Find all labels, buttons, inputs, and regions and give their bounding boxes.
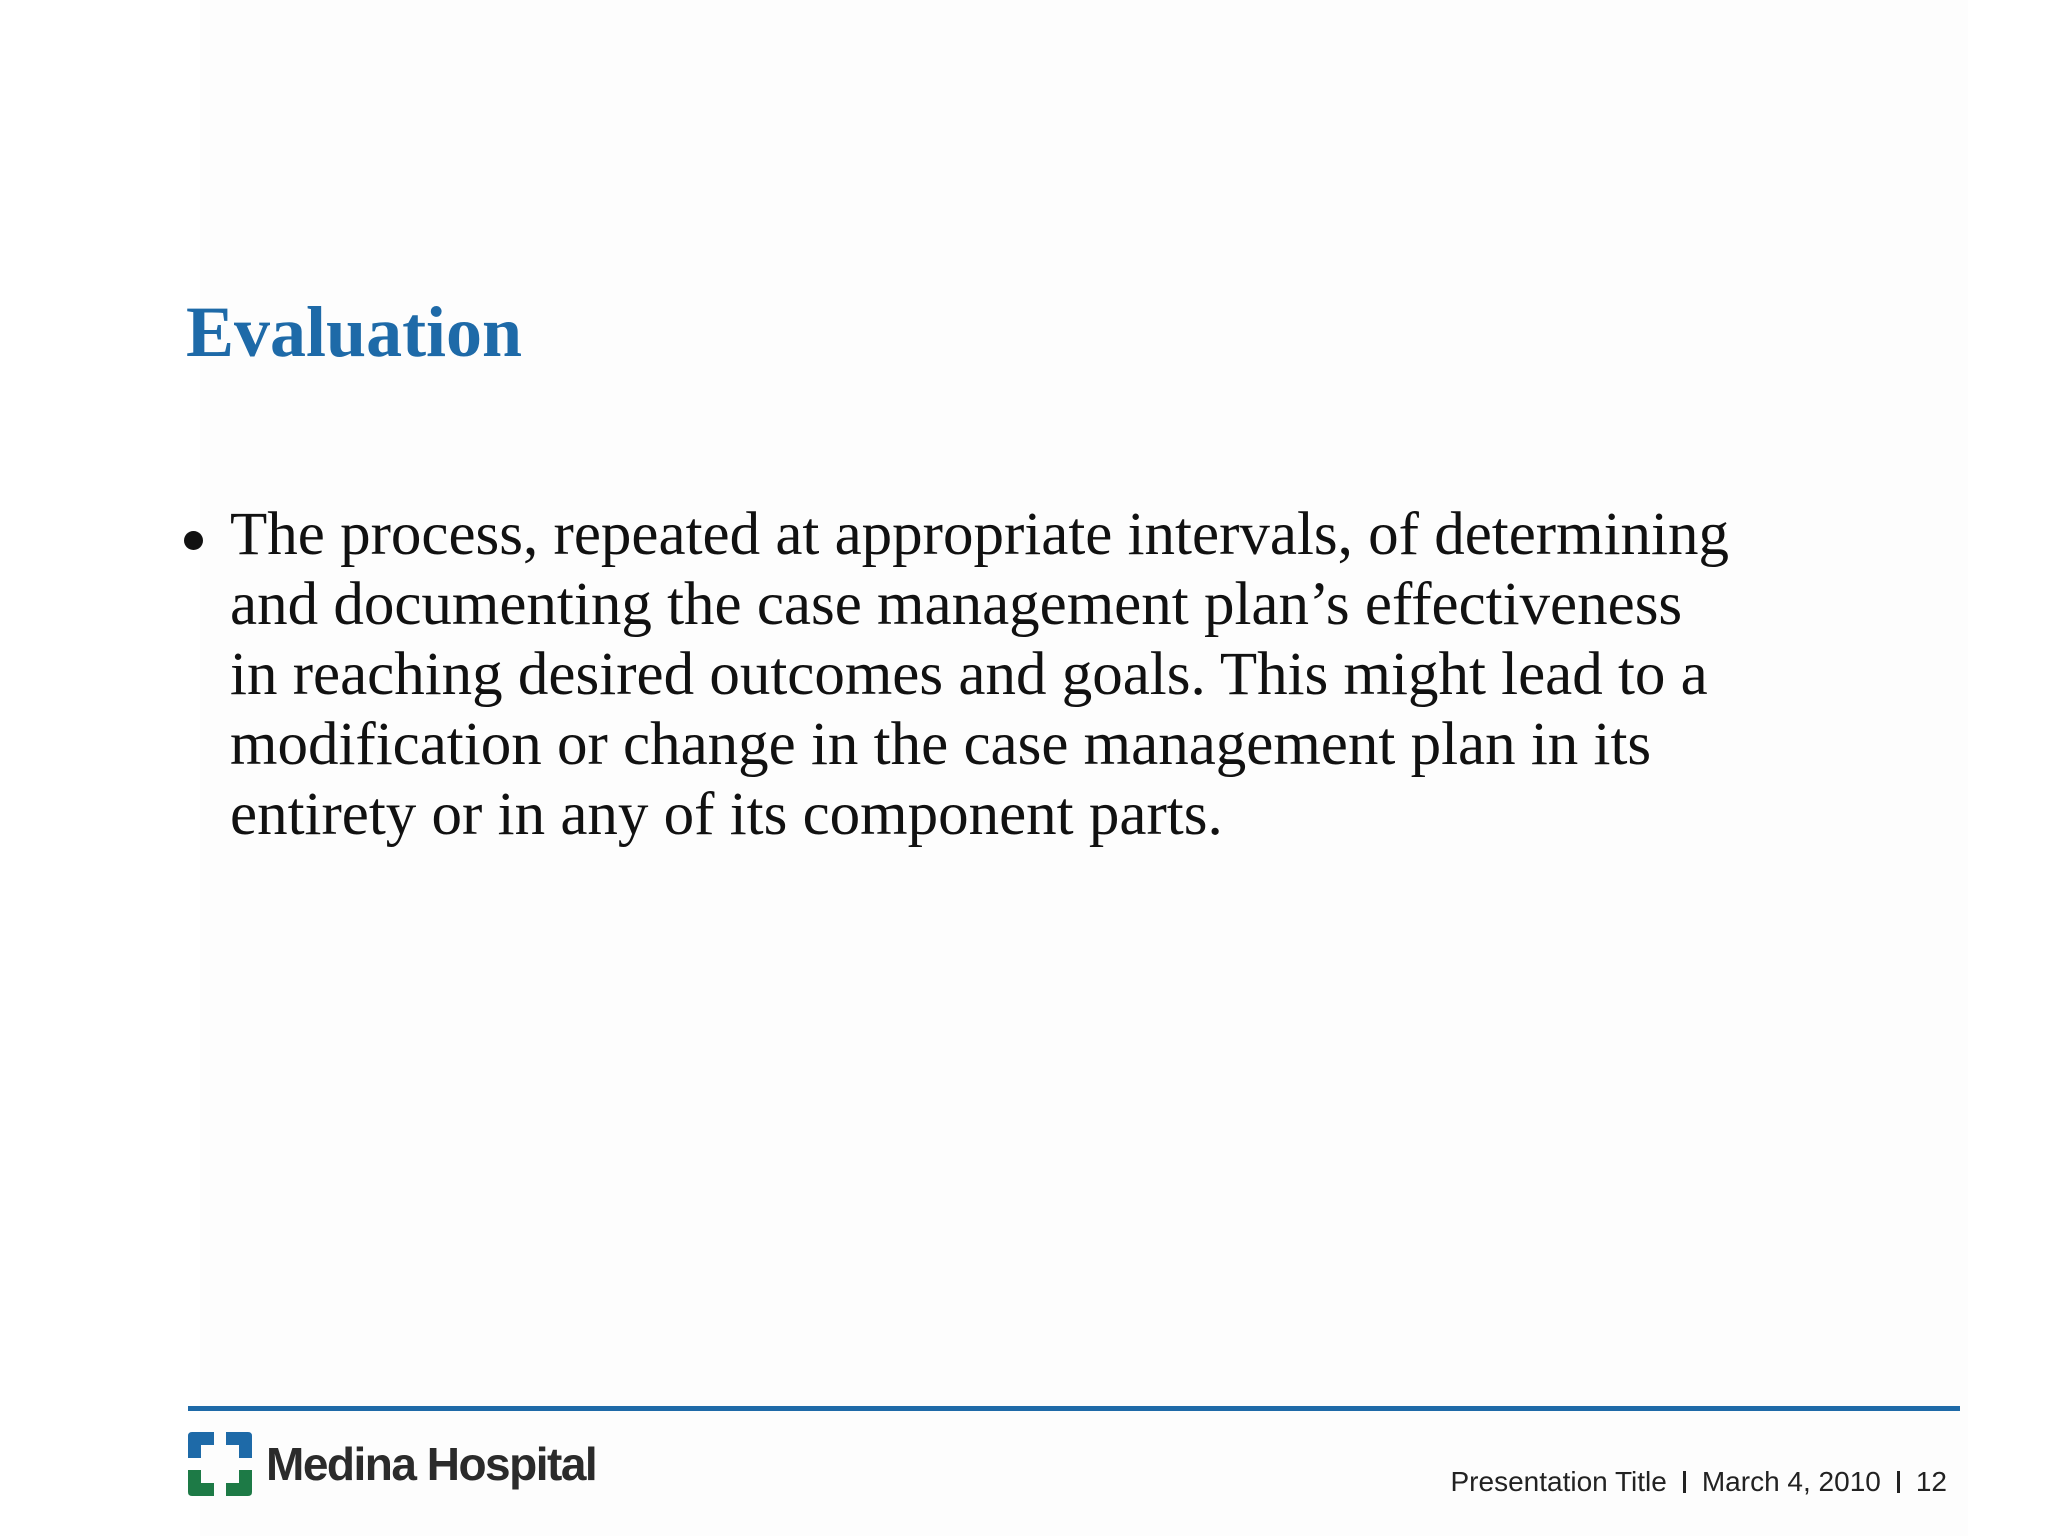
bullet-item bbox=[180, 500, 1740, 850]
hospital-logo bbox=[188, 1432, 596, 1496]
separator-icon bbox=[1683, 1471, 1686, 1493]
bullet-list bbox=[180, 500, 1740, 850]
organization-name: Medina Hospital bbox=[266, 1438, 597, 1490]
bullet-icon bbox=[184, 531, 203, 550]
footer-divider bbox=[188, 1406, 1960, 1411]
presentation-date: March 4, 2010 bbox=[1701, 1466, 1881, 1497]
page-number: 12 bbox=[1915, 1466, 1947, 1497]
presentation-title: Presentation Title bbox=[1450, 1466, 1667, 1497]
footer-meta bbox=[1451, 1466, 1948, 1498]
medical-cross-logo-icon bbox=[188, 1432, 252, 1496]
slide-title: Evaluation bbox=[186, 292, 523, 372]
bullet-text: The process, repeated at appropriate intervals, of determining and documenting the case management plan’s effectiveness in reaching desired outcomes and goals. This might lead to a modification or change in the case management plan in its entirety or in any of its component parts. bbox=[230, 501, 1729, 848]
separator-icon bbox=[1897, 1471, 1900, 1493]
